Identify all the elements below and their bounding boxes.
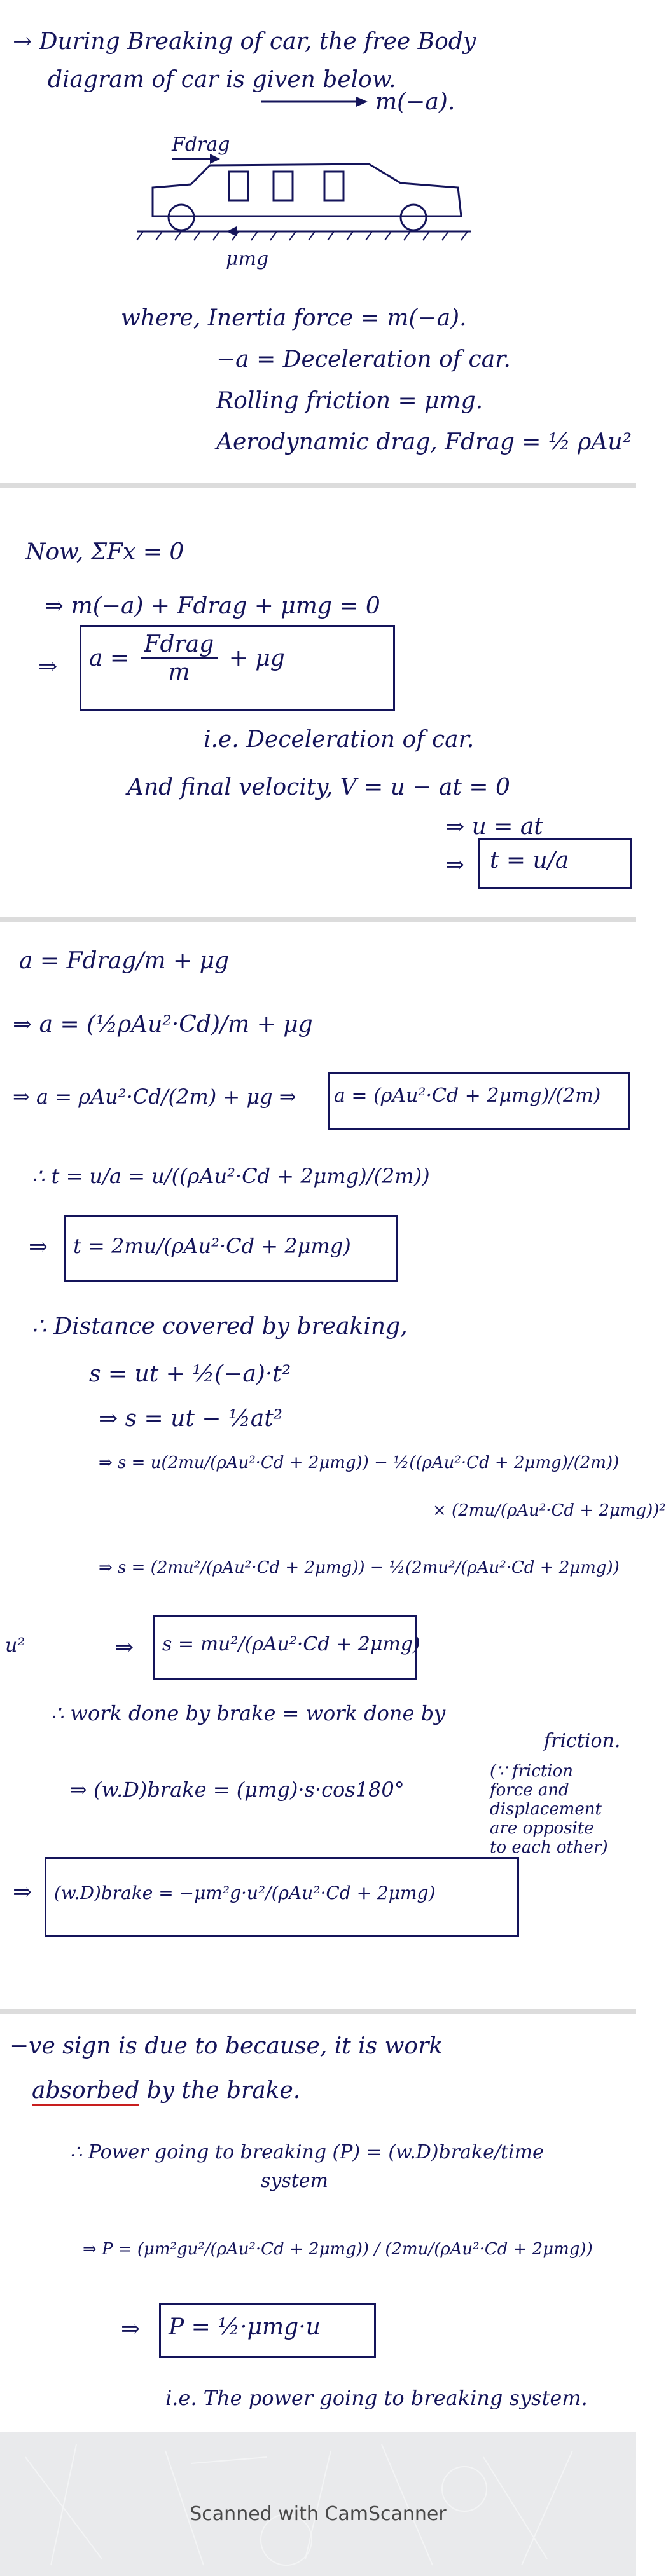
- page-separator: [0, 483, 636, 488]
- text-line: → During Breaking of car, the free Body: [13, 29, 476, 55]
- text-line: −a = Deceleration of car.: [216, 346, 511, 373]
- text-line: friction.: [544, 1730, 621, 1752]
- text-line: ⇒: [114, 1634, 134, 1661]
- side-note-line: to each other): [490, 1838, 608, 1857]
- formula-a-lhs: a =: [89, 645, 130, 671]
- text-line: [32, 2078, 300, 2104]
- text-line: ⇒: [29, 1234, 48, 1260]
- formula-a: [89, 631, 285, 685]
- text-line: ⇒ a = ρAu²·Cd/(2m) + μg ⇒: [13, 1085, 296, 1109]
- text-line: ⇒ P = (μm²gu²/(ρAu²·Cd + 2μmg)) / (2mu/(ρAu²·Cd + 2μmg)): [83, 2240, 593, 2259]
- formula-work-done: (w.D)brake = −μm²g·u²/(ρAu²·Cd + 2μmg): [54, 1882, 436, 1903]
- text-line: ⇒: [38, 654, 58, 680]
- text-line: i.e. The power going to breaking system.: [165, 2386, 588, 2410]
- page-section-2: [0, 488, 636, 917]
- formula-t: t = u/a: [490, 847, 569, 874]
- scanner-footer: [0, 2432, 636, 2576]
- page-section-3: [0, 922, 666, 2009]
- text-line: ⇒: [121, 2316, 141, 2342]
- text-line: ⇒: [13, 1879, 32, 1905]
- formula-t-expanded: t = 2mu/(ρAu²·Cd + 2μmg): [73, 1234, 351, 1258]
- text-line: i.e. Deceleration of car.: [204, 727, 475, 753]
- margin-note: u²: [5, 1634, 25, 1657]
- text-line: × (2mu/(ρAu²·Cd + 2μmg))²: [433, 1501, 666, 1520]
- text-line: ∴ work done by brake = work done by: [51, 1701, 446, 1725]
- side-note-line: are opposite: [490, 1819, 594, 1838]
- text-line: ⇒ u = at: [445, 814, 543, 840]
- text-line: ∴ Power going to breaking (P) = (w.D)brake/time: [70, 2141, 544, 2163]
- fraction: [141, 631, 218, 685]
- text-line: ⇒ m(−a) + Fdrag + μmg = 0: [45, 593, 380, 619]
- underlined-word: absorbed: [32, 2078, 139, 2106]
- text-fragment: by the brake.: [146, 2078, 301, 2104]
- text-line: Now, ΣFx = 0: [25, 539, 184, 565]
- side-note-line: (∵ friction: [490, 1762, 574, 1781]
- text-line: Aerodynamic drag, Fdrag = ½ ρAu²: [216, 429, 632, 455]
- text-line: ⇒ s = u(2mu/(ρAu²·Cd + 2μmg)) − ½((ρAu²·Cd + 2μmg)/(2m)): [99, 1453, 620, 1472]
- label-drag: Fdrag: [172, 134, 230, 156]
- text-line: ∴ Distance covered by breaking,: [32, 1313, 408, 1339]
- free-body-diagram: [0, 76, 636, 267]
- page-separator: [0, 2009, 636, 2014]
- text-line: ⇒ a = (½ρAu²·Cd)/m + μg: [13, 1011, 313, 1038]
- text-line: a = Fdrag/m + μg: [19, 948, 230, 974]
- page-separator: [0, 917, 636, 922]
- text-line: diagram of car is given below.: [48, 67, 396, 93]
- formula-a-expanded: a = (ρAu²·Cd + 2μmg)/(2m): [334, 1085, 601, 1107]
- text-line: −ve sign is due to because, it is work: [10, 2033, 443, 2059]
- side-note: [490, 1762, 608, 1857]
- side-note-line: force and: [490, 1781, 569, 1800]
- page-section-1: [0, 0, 636, 483]
- text-line: ⇒ (w.D)brake = (μmg)·s·cos180°: [70, 1778, 405, 1802]
- page-section-4: [0, 2014, 636, 2432]
- formula-a-tail: + μg: [228, 645, 285, 671]
- footer-text: Scanned with CamScanner: [190, 2503, 447, 2525]
- text-line: And final velocity, V = u − at = 0: [127, 774, 510, 800]
- formula-power: P = ½·μmg·u: [169, 2314, 321, 2340]
- side-note-line: displacement: [490, 1800, 602, 1819]
- text-line: where, Inertia force = m(−a).: [121, 305, 467, 331]
- text-line: s = ut + ½(−a)·t²: [89, 1361, 291, 1387]
- text-line: ⇒ s = (2mu²/(ρAu²·Cd + 2μmg)) − ½(2mu²/(ρAu²·Cd + 2μmg)): [99, 1558, 620, 1577]
- fraction-numerator: Fdrag: [141, 631, 218, 659]
- formula-s: s = mu²/(ρAu²·Cd + 2μmg): [162, 1633, 420, 1655]
- text-line: system: [261, 2170, 328, 2192]
- fraction-denominator: m: [168, 659, 190, 685]
- label-friction: μmg: [226, 248, 269, 270]
- text-line: ⇒ s = ut − ½at²: [99, 1406, 283, 1432]
- text-line: ⇒: [445, 852, 465, 878]
- text-line: Rolling friction = μmg.: [216, 388, 483, 414]
- text-line: ∴ t = u/a = u/((ρAu²·Cd + 2μmg)/(2m)): [32, 1164, 430, 1188]
- label-inertia-force: m(−a).: [375, 89, 455, 115]
